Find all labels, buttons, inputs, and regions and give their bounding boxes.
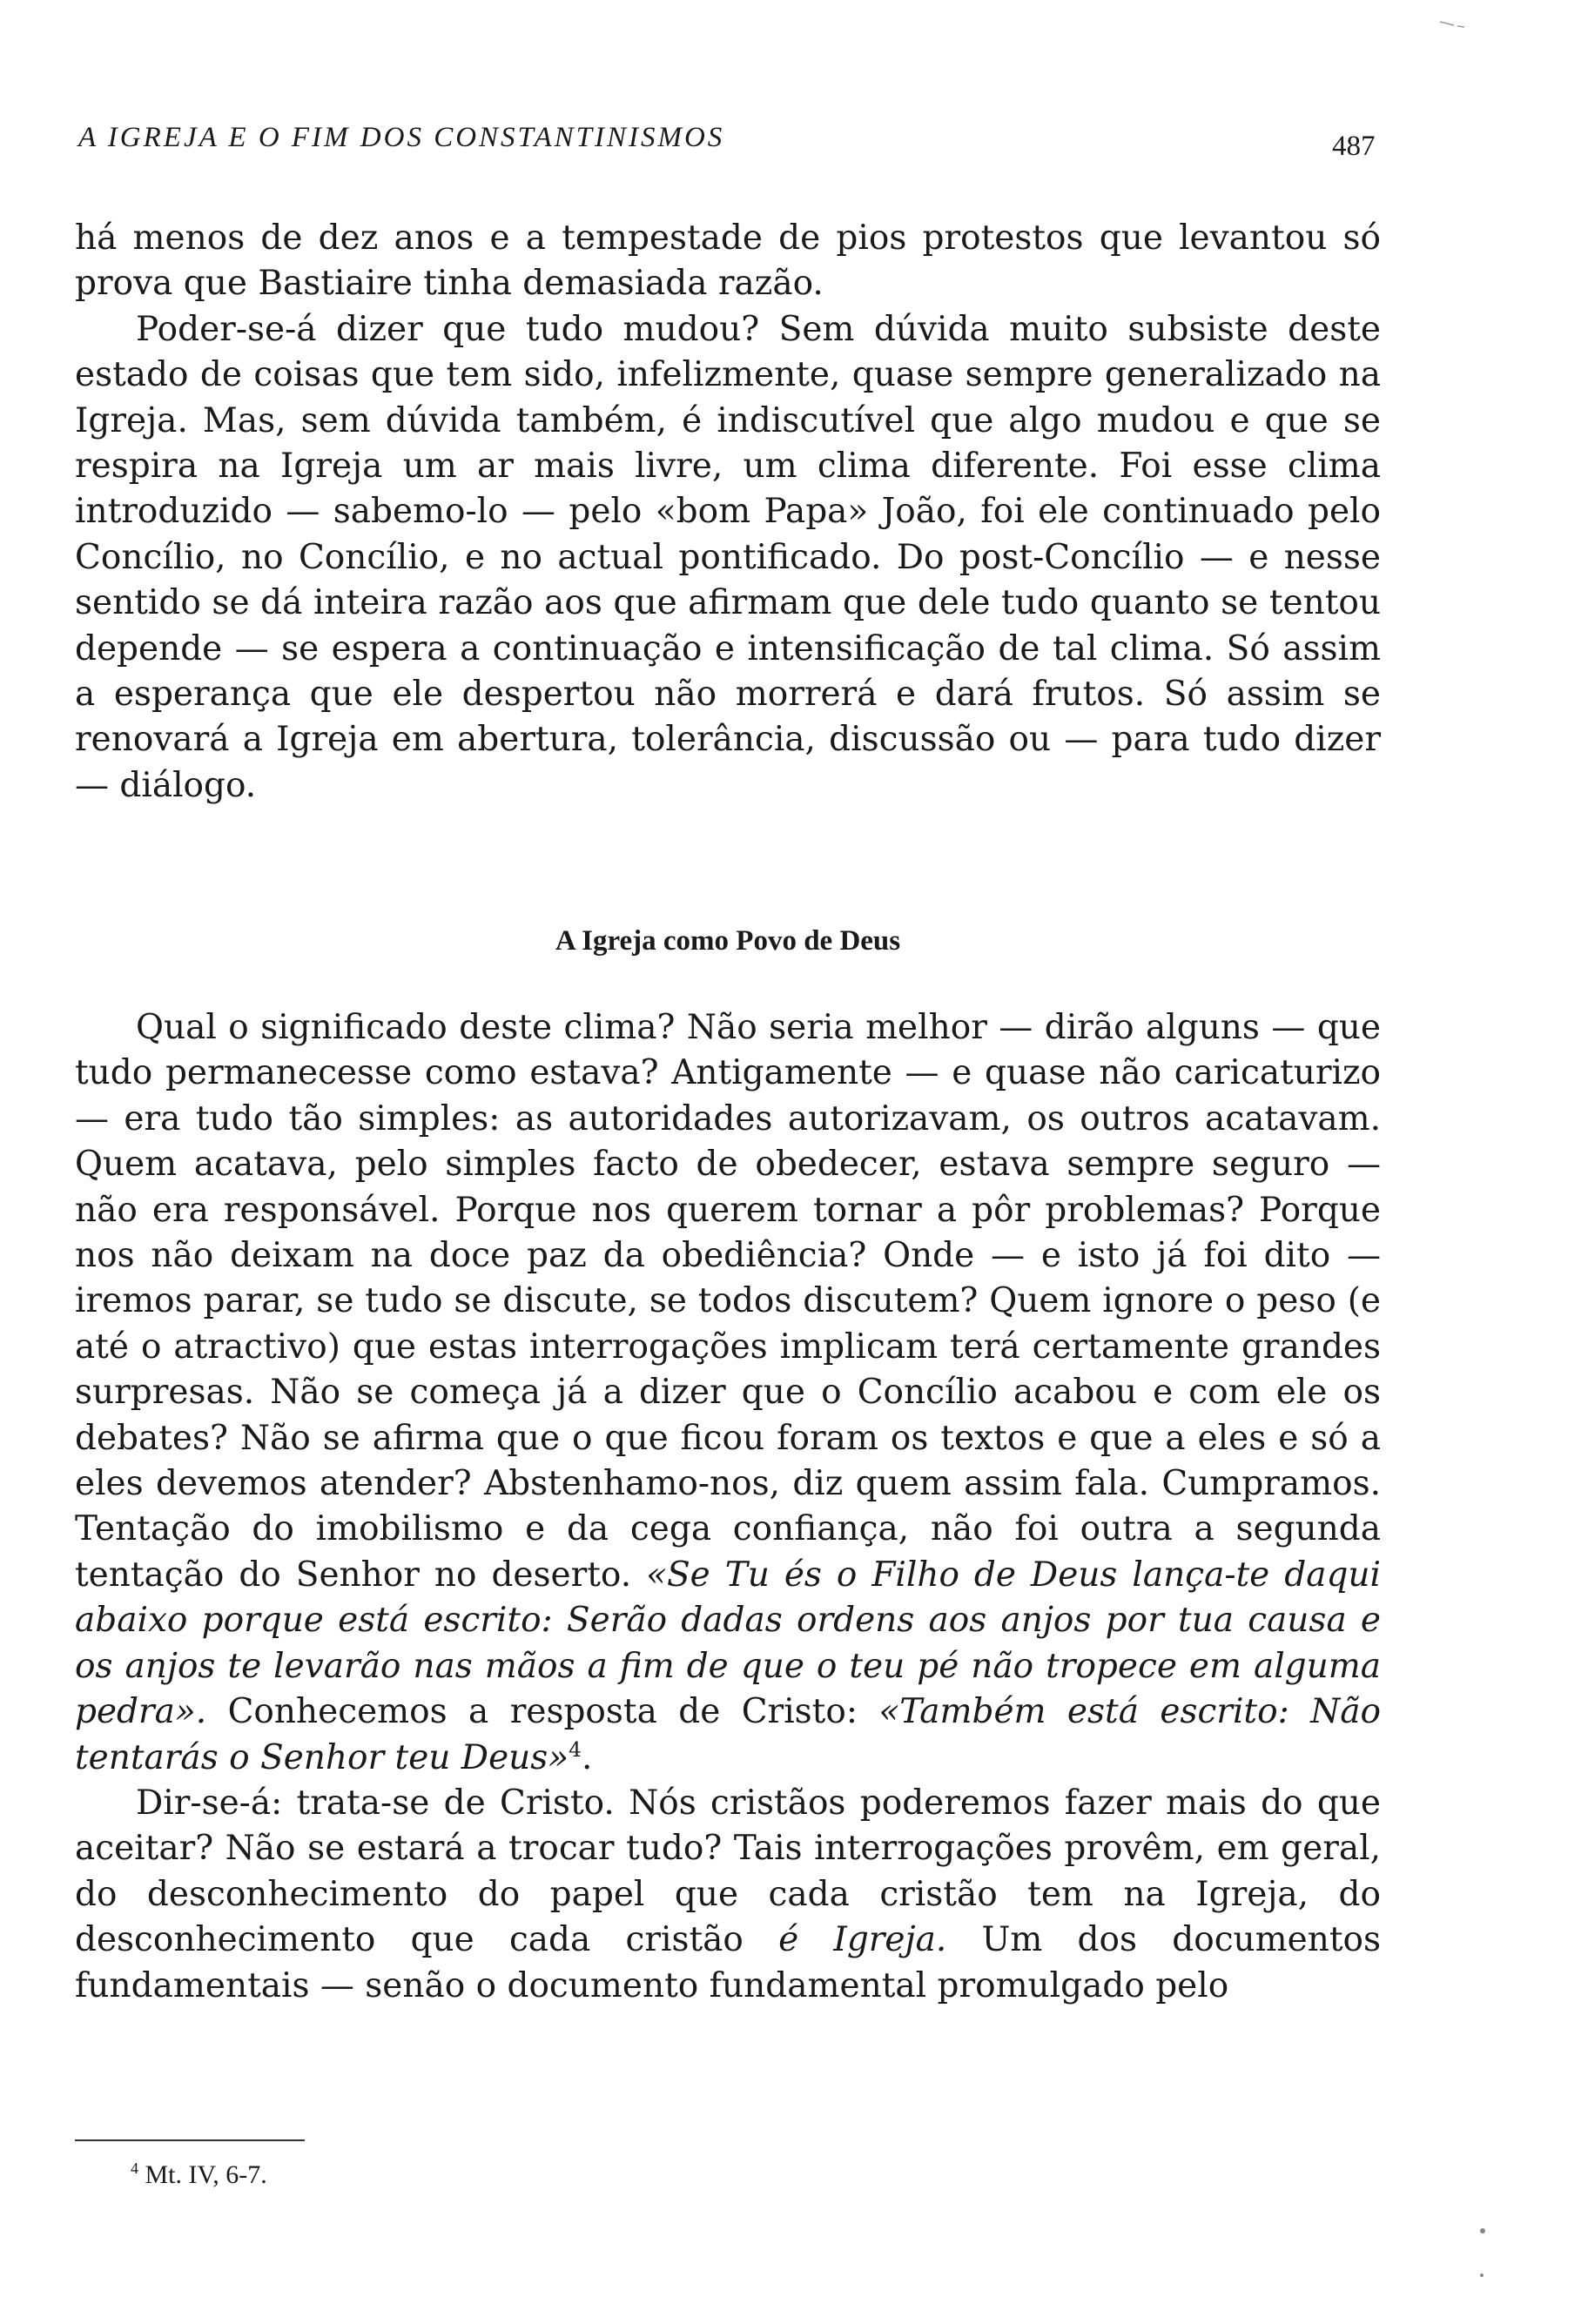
section-heading: A Igreja como Povo de Deus bbox=[555, 925, 901, 957]
footnote-reference: 4 bbox=[569, 1736, 582, 1762]
paragraph-text: Um dos documentos fundamentais — senão o documento fundamental promulgado pelo bbox=[75, 1920, 1381, 2005]
footnote-text: Mt. IV, 6-7. bbox=[145, 2160, 267, 2189]
paragraph-text: Dir-se-á: trata-se de Cristo. Nós cristãos poderemos fazer mais do que aceitar? Não se estará a trocar tudo? Tais interrogações provêm, em geral, do desconhecimento do papel que cada cristão tem na Igreja, do desconhecimento que cada cristão bbox=[75, 1783, 1381, 1960]
running-head: A IGREJA E O FIM DOS CONSTANTINISMOS bbox=[78, 122, 725, 153]
scan-speck bbox=[1438, 16, 1482, 24]
footnote bbox=[131, 2160, 267, 2190]
scripture-quote: «Também está escrito: Não tentarás o Senhor teu Deus» bbox=[75, 1692, 1381, 1777]
body-text-top bbox=[75, 216, 1381, 809]
body-text-section bbox=[75, 1005, 1381, 2009]
page-number: 487 bbox=[1332, 131, 1376, 162]
emphasis: é Igreja. bbox=[778, 1920, 947, 1960]
footnote-divider bbox=[75, 2139, 305, 2141]
paragraph: Poder-se-á dizer que tudo mudou? Sem dúvida muito subsiste deste estado de coisas que tem sido, infelizmente, quase sempre generalizado na Igreja. Mas, sem dúvida também, é indiscutível que algo mudou e que se respira na Igreja um ar mais livre, um clima diferente. Foi esse clima introduzido — sabemo-lo — pelo «bom Papa» João, foi ele continuado pelo Concílio, no Concílio, e no actual pontificado. Do post-Concílio — e nesse sentido se dá inteira razão aos que afirmam que dele tudo quanto se tentou depende — se espera a continuação e intensificação de tal clima. Só assim a esperança que ele despertou não morrerá e dará frutos. Só assim se renovará a Igreja em abertura, tolerância, discussão ou — para tudo dizer — diálogo. bbox=[75, 309, 1381, 805]
scan-speck bbox=[1480, 2228, 1485, 2233]
paragraph-text: Conhecemos a resposta de Cristo: bbox=[227, 1692, 858, 1732]
scripture-quote: «Se Tu és o Filho de Deus lança-te daqui abaixo porque está escrito: Serão dadas ordens aos anjos por tua causa e os anjos te levarão nas mãos a fim de que o teu pé não tropece em alguma pedra». bbox=[75, 1555, 1381, 1732]
paragraph-text: Qual o significado deste clima? Não seria melhor — dirão alguns — que tudo permanecesse como estava? Antigamente — e quase não caricaturizo — era tudo tão simples: as autoridades autorizavam, os outros acatavam. Quem acatava, pelo simples facto de obedecer, estava sempre seguro — não era responsável. Porque nos querem tornar a pôr problemas? Porque nos não deixam na doce paz da obediência? Onde — e isto já foi dito — iremos parar, se tudo se discute, se todos discutem? Quem ignore o peso (e até o atractivo) que estas interrogações implicam terá certamente grandes surpresas. Não se começa já a dizer que o Concílio acabou e com ele os debates? Não se afirma que o que ficou foram os textos e que a eles e só a eles devemos atender? Abstenhamo-nos, diz quem assim fala. Cumpramos. Tentação do imobilismo e da cega confiança, não foi outra a segunda tentação do Senhor no deserto. bbox=[75, 1008, 1381, 1595]
footnote-marker: 4 bbox=[131, 2159, 138, 2177]
paragraph: há menos de dez anos e a tempestade de pios protestos que levantou só prova que Bastiaire tinha demasiada razão. bbox=[75, 218, 1381, 304]
paragraph-text: . bbox=[582, 1737, 593, 1777]
scan-speck bbox=[1480, 2274, 1484, 2277]
paragraph bbox=[75, 1005, 1381, 1781]
paragraph bbox=[75, 1781, 1381, 2009]
